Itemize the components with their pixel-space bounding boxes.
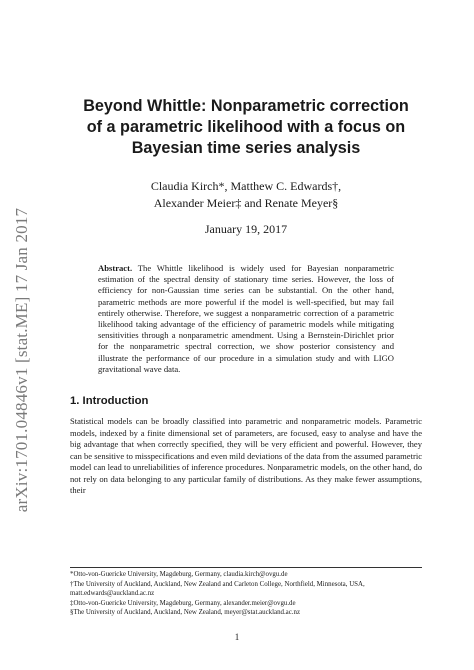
- paper-date: January 19, 2017: [204, 222, 288, 236]
- footnotes: [70, 567, 422, 618]
- abstract-label: Abstract.: [98, 263, 133, 273]
- arxiv-stamp: [6, 205, 38, 515]
- paper-title: [70, 96, 422, 159]
- footnote: §The University of Auckland, Auckland, New Zealand, meyer@stat.auckland.ac.nz: [70, 609, 301, 616]
- footnote: †The University of Auckland, Auckland, New Zealand and Carleton College, Northfield, Minnesota, USA, matt.edwards@auckland.ac.nz: [70, 580, 365, 597]
- abstract-text: The Whittle likelihood is widely used for Bayesian nonparametric estimation of the spectral density of stationary time series. However, the loss of efficiency for non-Gaussian time series can be substantial. On the other hand, parametric methods are more powerful if the model is well-specified, but may fail entirely otherwise. Therefore, we suggest a nonparametric correction of a parametric likelihood taking advantage of the efficiency of parametric models while mitigating sensitivities through a nonparametric amendment. Using a Bernstein-Dirichlet prior for the nonparametric spectral correction, we show posterior consistency and illustrate the performance of our procedure in a simulation study and with LIGO gravitational wave data.: [98, 263, 394, 374]
- arxiv-stamp-text: arXiv:1701.04846v1 [stat.ME] 17 Jan 2017: [12, 207, 31, 513]
- section-body: Statistical models can be broadly classified into parametric and nonparametric models. Parametric models, indexed by a finite dimensional set of parameters, are focused, easy to analyse and have the big advantage that when correctly specified, they will be very efficient and powerful. However, they can be sensitive to misspecifications and even mild deviations of the data from the assumed parametric model can lead to unreliabilities of inference procedures. Nonparametric models, on the other hand, do not rely on data belonging to any particular family of distributions. As they make fewer assumptions, their: [70, 416, 422, 496]
- author-line: Alexander Meier‡ and Renate Meyer§: [153, 195, 339, 210]
- footnote: ‡Otto-von-Guericke University, Magdeburg, Germany, alexander.meier@ovgu.de: [70, 599, 296, 607]
- paper-content: [70, 96, 422, 497]
- page-number: 1: [234, 632, 240, 642]
- section-heading: 1. Introduction: [70, 395, 149, 408]
- author-line: Claudia Kirch*, Matthew C. Edwards†,: [150, 179, 342, 193]
- title-line: of a parametric likelihood with a focus on: [86, 118, 406, 136]
- author-list: [70, 178, 422, 211]
- footnote: *Otto-von-Guericke University, Magdeburg, Germany, claudia.kirch@ovgu.de: [70, 571, 288, 578]
- title-line: Beyond Whittle: Nonparametric correction: [83, 97, 409, 115]
- abstract: [98, 263, 394, 375]
- title-line: Bayesian time series analysis: [131, 139, 361, 157]
